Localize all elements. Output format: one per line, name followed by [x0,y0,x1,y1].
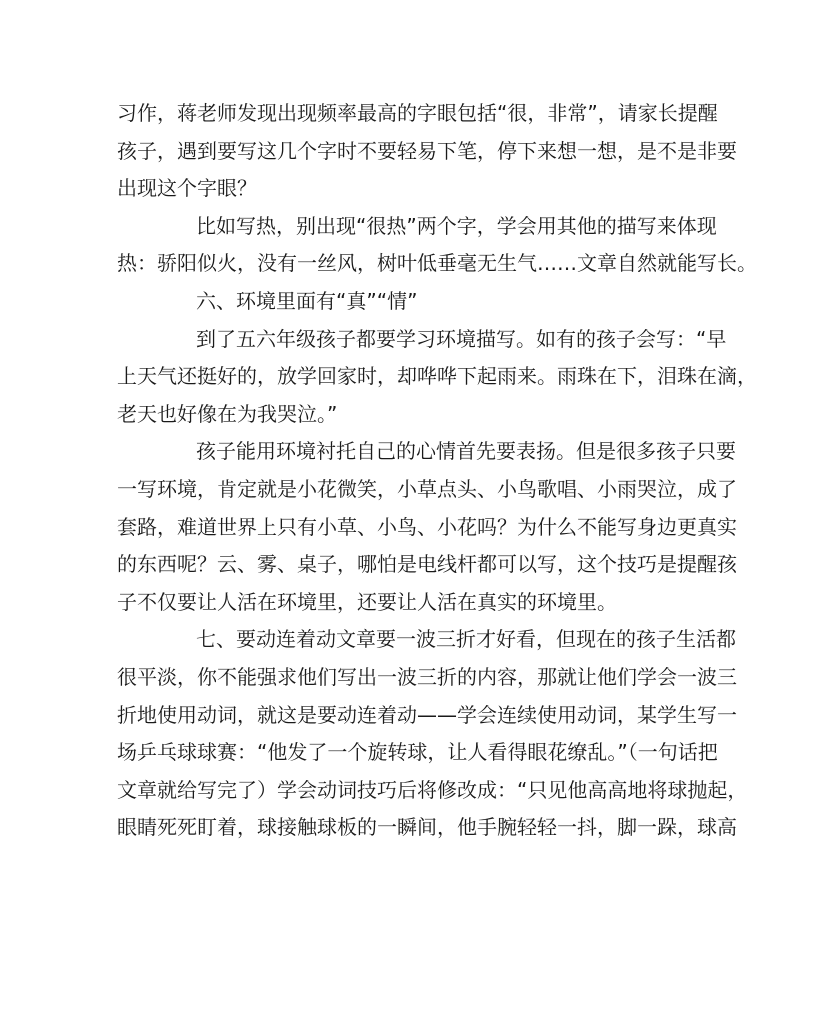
text-line: 上天气还挺好的，放学回家时，却哗哗下起雨来。雨珠在下，泪珠在滴， [117,364,757,389]
paragraph-start-line: 到了五六年级孩子都要学习环境描写。如有的孩子会写：“早 [196,326,727,351]
text-line: 出现这个字眼？ [117,176,257,201]
paragraph-start-line: 比如写热，别出现“很热”两个字，学会用其他的描写来体现 [196,213,717,238]
text-line: 的东西呢？云、雾、桌子，哪怕是电线杆都可以写，这个技巧是提醒孩 [117,552,737,577]
text-line: 热：骄阳似火，没有一丝风，树叶低垂毫无生气……文章自然就能写长。 [117,251,757,276]
section-heading: 六、环境里面有“真”“情” [196,288,418,313]
text-line: 很平淡，你不能强求他们写出一波三折的内容，那就让他们学会一波三 [117,664,737,689]
text-line: 眼睛死死盯着，球接触球板的一瞬间，他手腕轻轻一抖，脚一跺，球高 [117,815,737,840]
text-line: 文章就给写完了）学会动词技巧后将修改成：“只见他高高地将球抛起， [117,777,748,802]
text-line: 套路，难道世界上只有小草、小鸟、小花吗？为什么不能写身边更真实 [117,514,737,539]
paragraph-start-line: 孩子能用环境衬托自己的心情首先要表扬。但是很多孩子只要 [196,439,736,464]
paragraph-start-line: 七、要动连着动文章要一波三折才好看，但现在的孩子生活都 [196,627,736,652]
text-line: 习作，蒋老师发现出现频率最高的字眼包括“很，非常”，请家长提醒 [117,101,718,125]
text-line: 老天也好像在为我哭泣。” [117,401,338,426]
text-line: 子不仅要让人活在环境里，还要让人活在真实的环境里。 [117,589,617,614]
document-body [117,95,757,847]
text-line: 孩子，遇到要写这几个字时不要轻易下笔，停下来想一想，是不是非要 [117,138,737,163]
text-line: 折地使用动词，就这是要动连着动——学会连续使用动词，某学生写一 [117,702,737,727]
text-line: 场乒乓球球赛：“他发了一个旋转球，让人看得眼花缭乱。”（一句话把 [117,740,718,765]
text-line: 一写环境，肯定就是小花微笑，小草点头、小鸟歌唱、小雨哭泣，成了 [117,476,737,501]
